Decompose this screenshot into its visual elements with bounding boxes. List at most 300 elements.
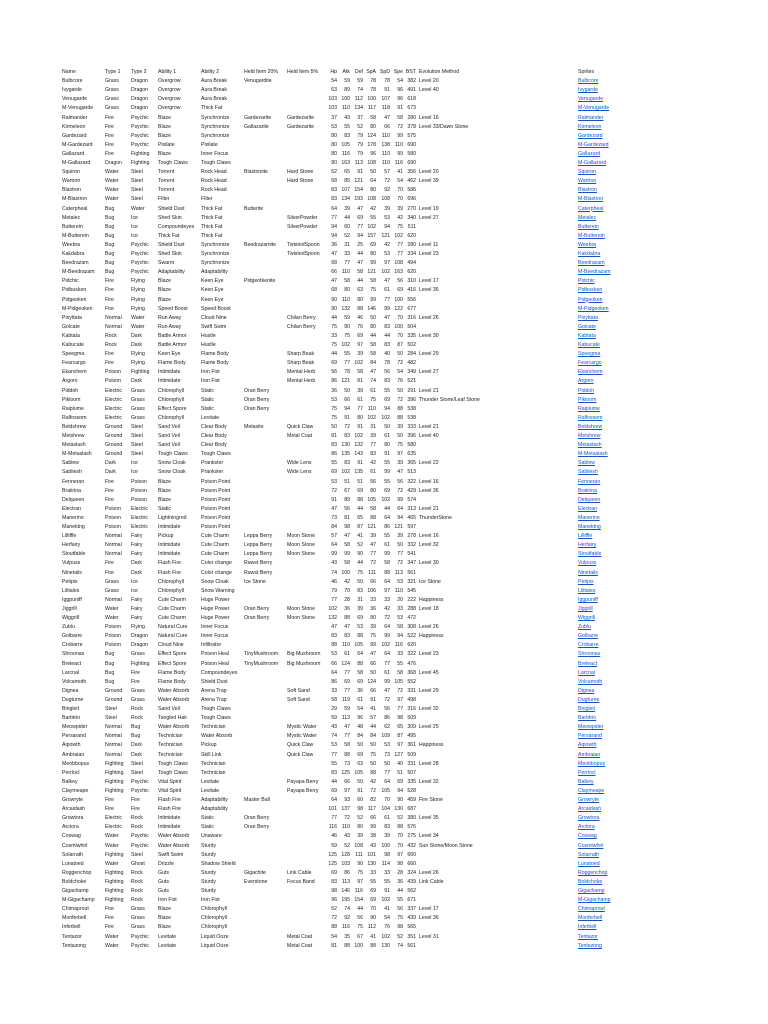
cell-ability-2: Levitate [201, 778, 220, 785]
cell-ability-1: Intimidate [158, 524, 181, 530]
cell-ability-2: Keen Eye [201, 287, 224, 294]
cell-atk: 110 [341, 296, 350, 303]
cell-hp: 103 [328, 105, 337, 112]
cell-bst: 580 [407, 150, 416, 157]
cell-ability-2: Cute Charm [201, 533, 229, 540]
sprite-link[interactable]: Sablew [578, 460, 596, 467]
sprite-link[interactable]: Pidchic [578, 278, 595, 285]
sprite-link[interactable]: Meowpider [578, 724, 604, 731]
sprite-link[interactable]: Volcamoth [578, 678, 603, 685]
sprite-link[interactable]: Zublu [578, 624, 591, 631]
sprite-link[interactable]: Vulpuss [578, 560, 597, 567]
table-row [62, 741, 672, 750]
sprite-link[interactable]: Claymeape [578, 787, 605, 794]
sprite-link[interactable]: Cosmiwhirl [578, 842, 604, 849]
cell-hp: 75 [331, 414, 337, 421]
sprite-link[interactable]: Arctora [578, 824, 595, 831]
cell-type-1: Ground [105, 696, 123, 703]
sprite-link[interactable]: Aipowth [578, 742, 597, 749]
cell-name: M-Gigachamp [62, 897, 95, 904]
cell-def: 58 [357, 669, 363, 676]
sprite-link[interactable]: Pixyttata [578, 314, 598, 321]
cell-hp: 53 [331, 651, 337, 658]
sprite-link[interactable]: Barbtrio [578, 715, 597, 722]
cell-spa: 69 [370, 897, 376, 904]
sprite-link[interactable]: M-Gardezard [578, 141, 609, 148]
sprite-link[interactable]: Lilliffle [578, 533, 593, 540]
cell-spe: 99 [397, 132, 403, 139]
table-row [62, 496, 672, 505]
cell-name: M-Blastron [62, 196, 88, 203]
cell-ability-1: Intimidate [158, 551, 181, 558]
cell-bst: 545 [407, 587, 416, 594]
sprite-link[interactable]: Tentazong [578, 942, 602, 949]
cell-type-1: Grass [105, 578, 119, 585]
cell-spd: 102 [381, 642, 390, 649]
cell-hp: 55 [331, 460, 337, 467]
cell-def: 154 [354, 187, 363, 194]
cell-ability-1: Water Absorb [158, 842, 190, 849]
cell-type-2: Fairy [131, 605, 143, 612]
sprite-link[interactable]: Ralmander [578, 114, 604, 121]
cell-type-1: Ground [105, 442, 123, 449]
cell-spe: 70 [397, 842, 403, 849]
cell-spd: 64 [384, 624, 390, 631]
cell-type-1: Steel [105, 706, 117, 712]
sprite-link[interactable]: Ambraian [578, 751, 601, 758]
cell-ability-1: Run Away [158, 314, 182, 321]
cell-bst: 382 [407, 78, 416, 85]
cell-name: Volcamoth [62, 678, 87, 685]
cell-ability-1: Guts [158, 878, 169, 885]
cell-hp: 58 [331, 696, 337, 703]
cell-bst: 378 [407, 123, 416, 130]
cell-type-1: Bug [105, 669, 115, 676]
cell-ability-1: Levitate [158, 942, 177, 949]
sprite-link[interactable]: Beldshrew [578, 423, 603, 430]
table-row [62, 878, 672, 887]
cell-def: 44 [357, 251, 363, 257]
cell-ability-1: Guts [158, 869, 169, 876]
cell-evolution-method: Level 26 [419, 624, 439, 631]
sprite-link[interactable]: Breleact [578, 660, 598, 667]
cell-atk: 110 [341, 269, 350, 276]
table-row [62, 168, 672, 177]
cell-hp: 101 [328, 806, 337, 813]
cell-spd: 83 [384, 824, 390, 831]
cell-bst: 561 [407, 569, 416, 576]
cell-type-2: Steel [131, 760, 143, 767]
cell-held-item-20: Rawst Berry [244, 560, 273, 567]
cell-held-item-20: Leppa Berry [244, 542, 273, 549]
sprite-link[interactable]: Balkey [578, 778, 594, 785]
cell-name: Dignea [62, 687, 79, 694]
sprite-link[interactable]: Argoro [578, 378, 594, 385]
cell-evolution-method: Level 18 [419, 605, 439, 612]
cell-name: Zublu [62, 624, 75, 631]
cell-bst: 482 [407, 360, 416, 367]
cell-type-2: Grass [131, 696, 145, 703]
cell-held-item-5: Mystic Water [287, 733, 317, 740]
cell-type-2: Grass [131, 906, 145, 913]
cell-ability-2: Inner Focus [201, 633, 229, 640]
sprite-link[interactable]: Jiggrill [578, 605, 593, 612]
header-spd: SpD [379, 69, 390, 75]
cell-type-2: Ice [131, 223, 138, 230]
cell-hp: 72 [331, 915, 337, 922]
cell-held-item-20: Oran Berry [244, 815, 270, 822]
sprite-link[interactable]: Blastron [578, 187, 598, 194]
cell-held-item-5: Moon Stone [287, 542, 315, 549]
sprite-link[interactable]: Roggenchop [578, 869, 608, 876]
cell-ability-2: Speed Boost [201, 305, 231, 312]
cell-name: Bulbcore [62, 78, 83, 85]
cell-atk: 124 [341, 660, 350, 667]
cell-spa: 50 [370, 169, 376, 176]
cell-atk: 42 [344, 578, 350, 585]
cell-hp: 56 [331, 369, 337, 376]
cell-held-item-20: Butterite [244, 205, 264, 212]
cell-ability-2: Static [201, 405, 214, 412]
sprite-link[interactable]: Ralfossom [578, 414, 603, 421]
cell-def: 94 [357, 232, 363, 239]
cell-spd: 78 [384, 360, 390, 367]
cell-ability-1: Blaze [158, 924, 171, 931]
sprite-link[interactable]: Squiron [578, 169, 596, 176]
cell-atk: 137 [341, 806, 350, 813]
cell-def: 87 [357, 524, 363, 530]
sprite-link[interactable]: Gardezard [578, 132, 603, 139]
header-type-2: Type 2 [131, 69, 147, 75]
sprite-link[interactable]: Electran [578, 505, 598, 512]
cell-ability-2: Huge Power [201, 605, 230, 612]
cell-hp: 77 [331, 214, 337, 221]
sprite-link[interactable]: Gallazard [578, 150, 601, 157]
cell-atk: 91 [344, 414, 350, 421]
header-spe: Spe [393, 69, 403, 75]
cell-type-1: Dragon [105, 160, 123, 166]
cell-spe: 97 [397, 742, 403, 749]
cell-spe: 54 [397, 369, 403, 376]
cell-hp: 68 [331, 178, 337, 185]
sprite-link[interactable]: Growtora [578, 815, 600, 822]
cell-hp: 77 [331, 751, 337, 758]
cell-atk: 47 [344, 624, 350, 631]
cell-ability-2: Huge Power [201, 615, 230, 621]
cell-bst: 288 [407, 605, 416, 612]
cell-name: Electran [62, 505, 82, 512]
cell-atk: 36 [344, 605, 350, 612]
cell-spe: 70 [397, 196, 403, 203]
sprite-link[interactable]: Meobbopus [578, 760, 606, 767]
sprite-link[interactable]: Beedrazam [578, 260, 605, 267]
cell-bst: 677 [407, 305, 416, 312]
sprite-link[interactable]: Sabliesh [578, 469, 598, 476]
sprite-link[interactable]: Dignea [578, 687, 595, 694]
cell-ability-1: Blaze [158, 132, 171, 139]
sprite-link[interactable]: Pidgeoken [578, 296, 603, 303]
cell-ability-2: Iron Fist [201, 378, 220, 385]
sprite-link[interactable]: Herfairy [578, 542, 597, 549]
cell-spd: 91 [384, 87, 390, 94]
sprite-link[interactable]: Dugturne [578, 696, 600, 703]
sprite-link[interactable]: Gigachamp [578, 888, 605, 894]
sprite-link[interactable]: Braiirina [578, 487, 598, 494]
sprite-link[interactable]: Metaslash [578, 442, 602, 449]
cell-atk: 73 [344, 760, 350, 767]
cell-hp: 59 [331, 842, 337, 849]
cell-hp: 75 [331, 342, 337, 348]
sprite-link[interactable]: Ekanchem [578, 369, 603, 376]
cell-type-2: Ice [131, 587, 138, 594]
cell-spe: 88 [397, 405, 403, 412]
cell-name: Sablew [62, 460, 80, 467]
cell-bst: 462 [407, 178, 416, 185]
cell-ability-2: Snow Warning [201, 587, 235, 594]
cell-spe: 102 [394, 232, 403, 239]
cell-bst: 309 [407, 724, 416, 731]
cell-spa: 69 [370, 241, 376, 248]
cell-spe: 72 [397, 687, 403, 694]
cell-ability-2: Liquid Ooze [201, 933, 229, 940]
cell-atk: 97 [344, 787, 350, 794]
cell-def: 143 [354, 451, 363, 458]
cell-ability-2: Chlorophyll [201, 906, 227, 913]
sprite-link[interactable]: M-Pidgeoken [578, 305, 609, 312]
cell-ability-1: Static [158, 505, 171, 512]
sprite-link[interactable]: Weebra [578, 241, 597, 248]
cell-ability-2: Keen Eye [201, 278, 224, 285]
sprite-link[interactable]: Golbarre [578, 633, 599, 640]
cell-atk: 116 [341, 924, 350, 931]
sprite-link[interactable]: Fenneran [578, 478, 601, 485]
cell-type-1: Bug [105, 269, 115, 276]
cell-ability-2: Technician [201, 769, 226, 776]
cell-ability-1: Blaze [158, 296, 171, 303]
cell-spe: 50 [397, 387, 403, 394]
cell-def: 44 [357, 906, 363, 913]
sprite-link[interactable]: M-Metaslash [578, 451, 608, 458]
table-row [62, 660, 672, 669]
cell-type-2: Steel [131, 423, 143, 430]
sprite-link[interactable]: Persarand [578, 733, 602, 740]
cell-ability-1: Natural Cure [158, 624, 188, 631]
cell-atk: 130 [341, 442, 350, 449]
cell-spd: 99 [384, 305, 390, 312]
table-row [62, 787, 672, 796]
sprite-link[interactable]: Larcnal [578, 669, 596, 676]
cell-spd: 73 [384, 751, 390, 758]
cell-def: 98 [357, 806, 363, 813]
sprite-link[interactable]: Ivygarde [578, 87, 598, 94]
cell-evolution-method: Link Cable [419, 878, 444, 885]
cell-hp: 64 [331, 669, 337, 676]
cell-name: Meobbopus [62, 760, 90, 767]
sprite-link[interactable]: Bingleit [578, 706, 596, 712]
cell-atk: 83 [344, 132, 350, 139]
cell-type-1: Fire [105, 496, 114, 503]
cell-type-2: Ghost [131, 860, 145, 867]
cell-def: 47 [357, 260, 363, 267]
cell-type-2: Psychic [131, 833, 149, 840]
sprite-link[interactable]: Speegma [578, 351, 601, 358]
sprite-link[interactable]: Wartron [578, 178, 597, 185]
cell-ability-2: Poison Point [201, 524, 231, 530]
sprite-link[interactable]: M-Venugarde [578, 105, 610, 112]
sprite-link[interactable]: Golcate [578, 323, 596, 330]
sprite-link[interactable]: Manerino [578, 514, 600, 521]
cell-spd: 50 [384, 760, 390, 767]
cell-bst: 513 [407, 469, 416, 476]
cell-atk: 113 [341, 715, 350, 722]
cell-ability-2: Clear Body [201, 442, 227, 449]
sprite-link[interactable]: Inferbell [578, 924, 597, 931]
cell-name: Manerino [62, 514, 84, 521]
cell-name: M-Pidgeoken [62, 305, 93, 312]
sprite-link[interactable]: Caterpheal [578, 205, 604, 212]
cell-hp: 81 [331, 942, 337, 949]
sprite-link[interactable]: Growryte [578, 797, 600, 803]
cell-atk: 52 [344, 232, 350, 239]
cell-ability-1: Blaze [158, 287, 171, 294]
cell-spa: 108 [367, 160, 376, 166]
cell-type-1: Bug [105, 232, 115, 239]
cell-name: Metaslash [62, 442, 86, 449]
cell-bst: 365 [407, 460, 416, 467]
cell-spe: 75 [397, 442, 403, 449]
sprite-link[interactable]: Wiggrill [578, 615, 596, 621]
cell-evolution-method: Level 29 [419, 687, 439, 694]
cell-name: Pidchic [62, 278, 79, 285]
sprite-link[interactable]: Arcaidash [578, 806, 602, 813]
cell-atk: 107 [341, 187, 350, 194]
cell-ability-2: Static [201, 387, 214, 394]
sprite-link[interactable]: Raiplume [578, 405, 600, 412]
sprite-link[interactable]: Kabtata [578, 332, 596, 339]
sprite-link[interactable]: Ninetails [578, 569, 598, 576]
cell-ability-2: Hustle [201, 332, 216, 339]
cell-bst: 635 [407, 451, 416, 458]
sprite-link[interactable]: Iggpuniff [578, 596, 598, 603]
cell-ability-1: Snow Cloak [158, 469, 186, 476]
sprite-link[interactable]: Chimaprout [578, 906, 605, 913]
cell-type-1: Water [105, 178, 119, 185]
sprite-link[interactable]: M-Butterein [578, 232, 605, 239]
sprite-link[interactable]: Coswag [578, 833, 597, 840]
cell-spe: 113 [394, 569, 403, 576]
cell-def: 52 [357, 123, 363, 130]
cell-atk: 59 [344, 78, 350, 85]
sprite-link[interactable]: Butterein [578, 223, 599, 230]
cell-evolution-method: Level 40 [419, 433, 439, 439]
sprite-link[interactable]: Pidbusken [578, 287, 603, 294]
sprite-link[interactable]: Crobarre [578, 642, 599, 649]
cell-type-2: Fairy [131, 615, 143, 621]
sprite-link[interactable]: Kirmeleon [578, 123, 602, 130]
cell-atk: 83 [344, 433, 350, 439]
sprite-link[interactable]: Stoutfable [578, 551, 602, 558]
sprite-link[interactable]: Venugarde [578, 96, 604, 103]
cell-evolution-method: Level 40 [419, 87, 439, 94]
sprite-link[interactable]: Metalec [578, 214, 597, 221]
table-row [62, 832, 672, 841]
cell-hp: 116 [328, 824, 337, 831]
sprite-link[interactable]: Piddoh [578, 387, 595, 394]
sprite-link[interactable]: Lilitales [578, 587, 596, 594]
cell-bst: 432 [407, 842, 416, 849]
sprite-link[interactable]: M-Beedrazam [578, 269, 611, 276]
sprite-link[interactable]: Shroonas [578, 651, 601, 658]
sprite-link[interactable]: Metshrew [578, 433, 601, 439]
sprite-link[interactable]: Boldchoke [578, 878, 603, 885]
sprite-link[interactable]: Kakdabra [578, 251, 601, 257]
cell-ability-2: Snow Cloak [201, 578, 229, 585]
sprite-link[interactable]: M-Blastron [578, 196, 604, 203]
cell-evolution-method: Level 36 [419, 915, 439, 922]
cell-spd: 72 [384, 615, 390, 621]
sprite-link[interactable]: M-Gigachamp [578, 897, 611, 904]
cell-atk: 77 [344, 733, 350, 740]
cell-ability-1: Water Absorb [158, 833, 190, 840]
cell-spd: 47 [384, 687, 390, 694]
cell-spd: 55 [384, 387, 390, 394]
cell-ability-2: Flame Body [201, 351, 229, 358]
cell-name: Gardezard [62, 132, 87, 139]
sprite-link[interactable]: Lunatoed [578, 860, 600, 867]
sprite-link[interactable]: Kabucate [578, 342, 600, 348]
cell-type-2: Ice [131, 578, 138, 585]
cell-spa: 88 [370, 769, 376, 776]
sprite-link[interactable]: Bulbcore [578, 78, 599, 85]
table-row [62, 132, 672, 141]
cell-spd: 77 [384, 769, 390, 776]
sprite-link[interactable]: Manektng [578, 524, 601, 530]
cell-name: Dugturne [62, 696, 84, 703]
sprite-link[interactable]: Petipix [578, 578, 594, 585]
sprite-link[interactable]: M-Gallazard [578, 160, 607, 166]
cell-type-1: Normal [105, 551, 122, 558]
sprite-link[interactable]: Fearcargo [578, 360, 602, 367]
cell-bst: 521 [407, 378, 416, 385]
cell-hp: 69 [331, 469, 337, 476]
cell-spa: 55 [370, 878, 376, 885]
sprite-link[interactable]: Solarrath [578, 851, 600, 858]
cell-spd: 64 [384, 778, 390, 785]
cell-def: 50 [357, 742, 363, 749]
sprite-link[interactable]: Tentazor [578, 933, 598, 940]
cell-type-2: Fighting [131, 660, 150, 667]
cell-type-2: Water [131, 314, 145, 321]
cell-evolution-method: Level 17 [419, 278, 439, 285]
cell-ability-1: Shed Skin [158, 251, 182, 257]
sprite-link[interactable]: Delqueen [578, 496, 601, 503]
cell-evolution-method: Level 32 [419, 542, 439, 549]
cell-held-item-20: TinyMushroom [244, 651, 279, 658]
header-type-1: Type 1 [105, 69, 121, 75]
cell-spd: 33 [384, 596, 390, 603]
sprite-link[interactable]: Monferbell [578, 915, 603, 922]
cell-hp: 80 [331, 160, 337, 166]
sprite-link[interactable]: Pikloom [578, 396, 597, 403]
cell-ability-2: Prankster [201, 460, 224, 467]
sprite-link[interactable]: Perrlocl [578, 769, 596, 776]
cell-ability-1: Sand Veil [158, 706, 180, 712]
cell-type-1: Poison [105, 514, 121, 521]
cell-spe: 42 [397, 214, 403, 221]
cell-def: 39 [357, 387, 363, 394]
cell-spe: 72 [397, 123, 403, 130]
cell-hp: 47 [331, 278, 337, 285]
